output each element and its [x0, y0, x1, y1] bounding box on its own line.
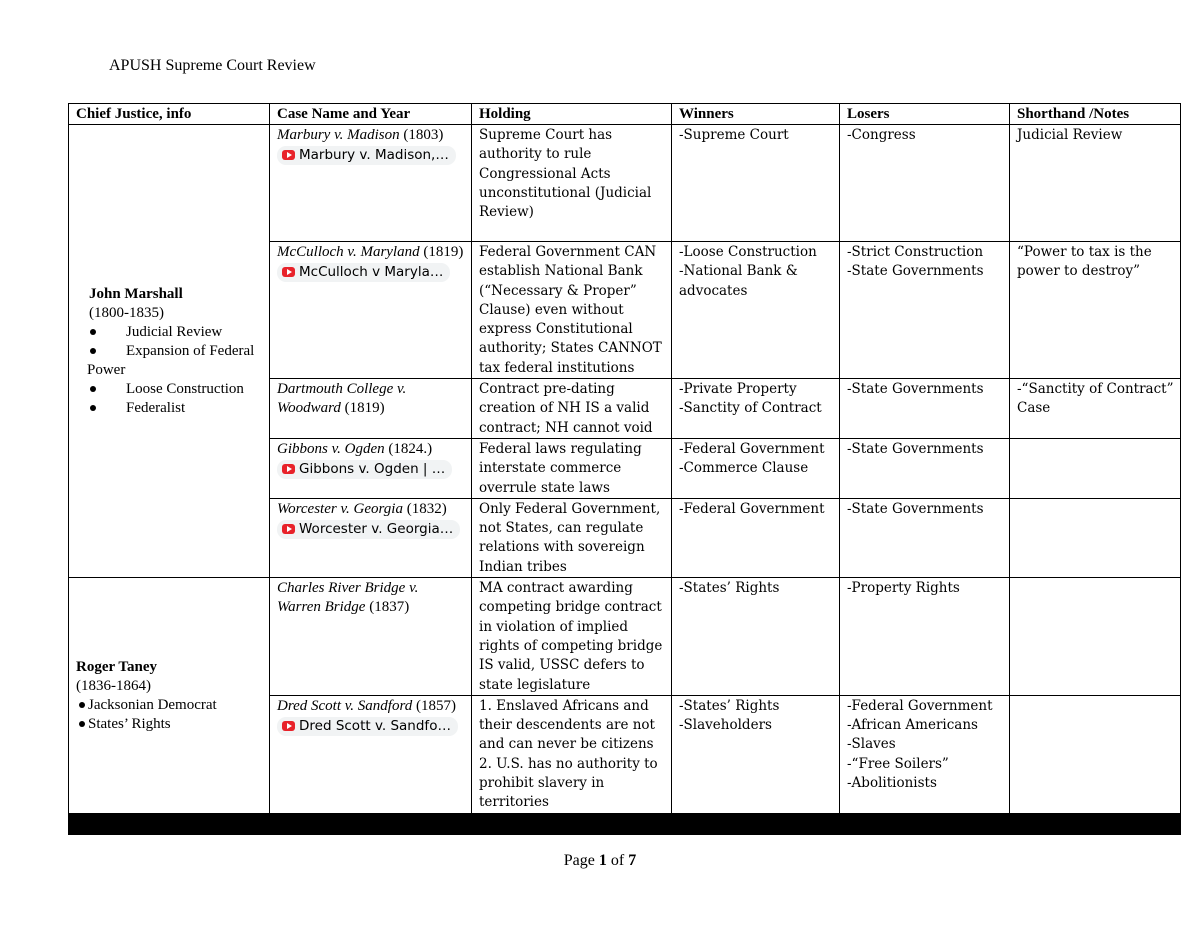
notes-cell: “Power to tax is the power to destroy” — [1010, 242, 1181, 379]
winners-cell: -States’ Rights — [672, 578, 840, 696]
holding-cell: 1. Enslaved Africans and their descendents are not and can never be citizens 2. U.S. has no authority to prohibit slavery in territories — [472, 695, 672, 813]
notes-cell: -“Sanctity of Contract” Case — [1010, 379, 1181, 439]
holding-cell: Federal Government CAN establish National Bank (“Necessary & Proper” Clause) even without express Constitutional authority; States CANNOT tax federal institutions — [472, 242, 672, 379]
header-row — [69, 104, 1181, 125]
holding-cell: MA contract awarding competing bridge contract in violation of implied rights of competing bridge IS valid, USSC defers to state legislature — [472, 578, 672, 696]
case-cell: Charles River Bridge v. Warren Bridge (1837) — [270, 578, 472, 696]
losers-cell: -Congress — [840, 125, 1010, 242]
justice-trait: Loose Construction — [87, 380, 263, 399]
bullet-icon — [90, 329, 96, 335]
losers-cell: -State Governments — [840, 438, 1010, 498]
bullet-icon — [79, 721, 85, 727]
winners-cell: -Federal Government — [672, 498, 840, 577]
youtube-link-chip[interactable]: Gibbons v. Ogden | … — [277, 460, 452, 479]
justice-trait: States’ Rights — [76, 715, 263, 734]
justice-years: (1836-1864) — [76, 677, 151, 694]
losers-cell: -Property Rights — [840, 578, 1010, 696]
case-cell: Marbury v. Madison (1803) Marbury v. Madison,… — [270, 125, 472, 242]
justice-cell-marshall — [69, 125, 270, 578]
justice-cell-taney — [69, 578, 270, 814]
justice-name: Roger Taney — [76, 658, 157, 675]
justice-years: (1800-1835) — [89, 304, 164, 321]
header-case: Case Name and Year — [270, 104, 472, 125]
losers-cell: -Strict Construction -State Governments — [840, 242, 1010, 379]
justice-trait: Expansion of Federal Power — [87, 343, 255, 379]
table-row — [69, 578, 1181, 696]
notes-cell: Judicial Review — [1010, 125, 1181, 242]
holding-cell: Federal laws regulating interstate commerce overrule state laws — [472, 438, 672, 498]
justice-trait: Federalist — [87, 399, 263, 418]
youtube-link-chip[interactable]: Worcester v. Georgia… — [277, 520, 460, 539]
case-cell: Dred Scott v. Sandford (1857) Dred Scott v. Sandfo… — [270, 695, 472, 813]
losers-cell: -Federal Government -African Americans -Slaves -“Free Soilers” -Abolitionists — [840, 695, 1010, 813]
holding-cell: Supreme Court has authority to rule Congressional Acts unconstitutional (Judicial Review) — [472, 125, 672, 242]
bullet-icon — [90, 348, 96, 354]
youtube-link-chip[interactable]: Dred Scott v. Sandfo… — [277, 717, 458, 736]
winners-cell: -Federal Government -Commerce Clause — [672, 438, 840, 498]
page-footer: Page 1 of 7 — [563, 852, 637, 869]
header-notes: Shorthand /Notes — [1010, 104, 1181, 125]
case-cell: Gibbons v. Ogden (1824.) Gibbons v. Ogden | … — [270, 438, 472, 498]
holding-cell: Contract pre-dating creation of NH IS a valid contract; NH cannot void — [472, 379, 672, 439]
notes-cell — [1010, 695, 1181, 813]
header-holding: Holding — [472, 104, 672, 125]
notes-cell — [1010, 578, 1181, 696]
page-total: 7 — [628, 852, 637, 869]
bullet-icon — [79, 702, 85, 708]
justice-trait: Jacksonian Democrat — [76, 696, 263, 715]
case-cell: Dartmouth College v. Woodward (1819) — [270, 379, 472, 439]
justice-name: John Marshall — [89, 285, 183, 302]
table-bottom-bar — [69, 813, 1181, 834]
header-winners: Winners — [672, 104, 840, 125]
bullet-icon — [90, 386, 96, 392]
table-row — [69, 125, 1181, 242]
notes-cell — [1010, 438, 1181, 498]
holding-cell: Only Federal Government, not States, can regulate relations with sovereign Indian tribes — [472, 498, 672, 577]
justice-trait: Judicial Review — [87, 323, 263, 342]
court-table — [68, 103, 1180, 835]
bullet-icon — [90, 405, 96, 411]
document-title: APUSH Supreme Court Review — [109, 57, 316, 74]
youtube-icon — [282, 524, 295, 534]
winners-cell: -Loose Construction -National Bank & advocates — [672, 242, 840, 379]
youtube-icon — [282, 267, 295, 277]
notes-cell — [1010, 498, 1181, 577]
losers-cell: -State Governments — [840, 379, 1010, 439]
header-chief-justice: Chief Justice, info — [69, 104, 270, 125]
youtube-icon — [282, 150, 295, 160]
winners-cell: -Supreme Court — [672, 125, 840, 242]
youtube-icon — [282, 721, 295, 731]
youtube-link-chip[interactable]: Marbury v. Madison,… — [277, 146, 456, 165]
case-cell: McCulloch v. Maryland (1819) McCulloch v Maryla… — [270, 242, 472, 379]
winners-cell: -States’ Rights -Slaveholders — [672, 695, 840, 813]
winners-cell: -Private Property -Sanctity of Contract — [672, 379, 840, 439]
page-number: 1 — [598, 852, 607, 869]
losers-cell: -State Governments — [840, 498, 1010, 577]
case-cell: Worcester v. Georgia (1832) Worcester v. Georgia… — [270, 498, 472, 577]
youtube-icon — [282, 464, 295, 474]
youtube-link-chip[interactable]: McCulloch v Maryla… — [277, 263, 450, 282]
header-losers: Losers — [840, 104, 1010, 125]
